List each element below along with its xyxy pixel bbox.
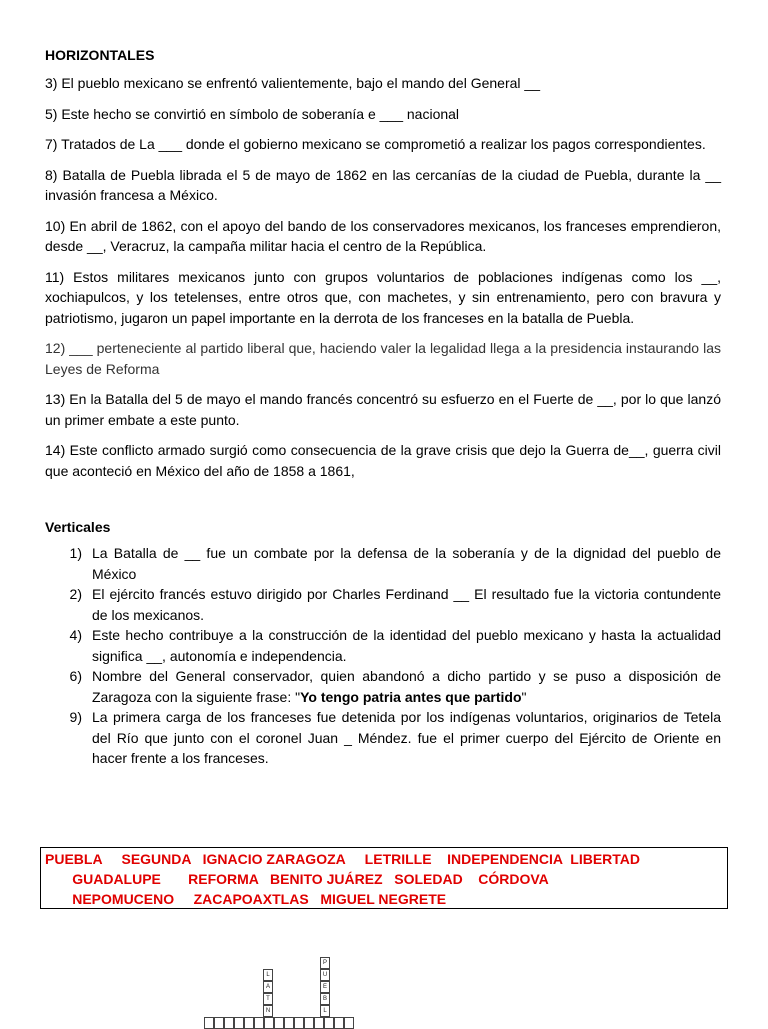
crossword-cell[interactable] bbox=[264, 1017, 274, 1029]
crossword-cell[interactable]: U bbox=[320, 969, 330, 981]
worksheet bbox=[45, 46, 721, 769]
clue-text-before: Nombre del General conservador, quien abandonó a dicho partido y se puso a disposición de Zaragoza con la siguiente frase: " bbox=[92, 668, 721, 705]
clue-v4 bbox=[45, 625, 721, 666]
crossword-cell[interactable] bbox=[274, 1017, 284, 1029]
clue-text: La Batalla de __ fue un combate por la defensa de la soberanía y de la dignidad del pueblo de México bbox=[92, 545, 721, 582]
verticales-heading: Verticales bbox=[45, 519, 111, 535]
clue-h14: 14) Este conflicto armado surgió como consecuencia de la grave crisis que dejo la Guerra de__, guerra civil que aconteció en México del año de 1858 a 1861, bbox=[45, 442, 721, 479]
crossword-cell[interactable] bbox=[294, 1017, 304, 1029]
clue-h11: 11) Estos militares mexicanos junto con grupos voluntarios de poblaciones indígenas como los __, xochiapulcos, y los tetelenses, entre otros que, con machetes, y sin entrenamiento, pero con bravura y patriotismo, jugaron un papel importante en la derrota de los franceses en la batalla de Puebla. bbox=[45, 268, 721, 326]
crossword-cell[interactable] bbox=[304, 1017, 314, 1029]
crossword-cell[interactable]: L bbox=[263, 969, 273, 981]
clue-h10: 10) En abril de 1862, con el apoyo del bando de los conservadores mexicanos, los franceses emprendieron, desde __, Veracruz, la campaña militar hacia el centro de la República. bbox=[45, 217, 721, 254]
crossword-cell[interactable] bbox=[314, 1017, 324, 1029]
clue-v2 bbox=[45, 584, 721, 625]
clue-text: La primera carga de los franceses fue detenida por los indígenas voluntarios, originarios de Tetela del Río que junto con el coronel Juan _ Méndez. fue el primer cuerpo del Ejército de Oriente en hacer frente a los franceses. bbox=[92, 709, 721, 766]
crossword-cell[interactable] bbox=[344, 1017, 354, 1029]
crossword-cell[interactable]: T bbox=[263, 993, 273, 1005]
crossword-cell[interactable]: B bbox=[320, 993, 330, 1005]
crossword-cell[interactable] bbox=[324, 1017, 334, 1029]
crossword-cell[interactable] bbox=[224, 1017, 234, 1029]
clue-h7: 7) Tratados de La ___ donde el gobierno mexicano se comprometió a realizar los pagos correspondientes. bbox=[45, 136, 706, 152]
clue-v1 bbox=[45, 543, 721, 584]
crossword-cell[interactable]: P bbox=[320, 957, 330, 969]
crossword-cell[interactable] bbox=[334, 1017, 344, 1029]
clue-text bbox=[92, 666, 721, 707]
crossword-cell[interactable] bbox=[244, 1017, 254, 1029]
crossword-cell[interactable] bbox=[284, 1017, 294, 1029]
clue-number: 4) bbox=[69, 627, 82, 643]
crossword-cell[interactable] bbox=[254, 1017, 264, 1029]
verticales-list bbox=[45, 543, 721, 769]
horizontales-heading: HORIZONTALES bbox=[45, 47, 155, 63]
clue-v9 bbox=[45, 707, 721, 769]
crossword-cell[interactable]: L bbox=[320, 1005, 330, 1017]
answer-row: NEPOMUCENO ZACAPOAXTLAS MIGUEL NEGRETE bbox=[45, 891, 447, 907]
crossword-cell[interactable] bbox=[234, 1017, 244, 1029]
clue-h8: 8) Batalla de Puebla librada el 5 de mayo de 1862 en las cercanías de la ciudad de Puebla, durante la __ invasión francesa a México. bbox=[45, 166, 721, 203]
clue-h5: 5) Este hecho se convirtió en símbolo de soberanía e ___ nacional bbox=[45, 105, 460, 122]
crossword-cell[interactable]: A bbox=[263, 981, 273, 993]
crossword-cell[interactable]: N bbox=[263, 1005, 273, 1017]
crossword-cell[interactable]: E bbox=[320, 981, 330, 993]
crossword-cell[interactable] bbox=[204, 1017, 214, 1029]
clue-h12: 12) ___ perteneciente al partido liberal que, haciendo valer la legalidad llega a la presidencia instaurando las Leyes de Reforma bbox=[45, 340, 721, 377]
clue-number: 1) bbox=[69, 545, 82, 561]
clue-text-after: " bbox=[521, 688, 527, 705]
answer-bank bbox=[40, 847, 728, 909]
clue-quote: Yo tengo patria antes que partido bbox=[300, 688, 522, 705]
answer-row: PUEBLA SEGUNDA IGNACIO ZARAGOZA LETRILLE INDEPENDENCIA LIBERTAD bbox=[45, 851, 641, 867]
clue-h13: 13) En la Batalla del 5 de mayo el mando francés concentró su esfuerzo en el Fuerte de __, por lo que lanzó un primer embate a este punto. bbox=[45, 391, 721, 428]
clue-number: 9) bbox=[69, 709, 82, 725]
clue-text: Este hecho contribuye a la construcción de la identidad del pueblo mexicano y hasta la actualidad significa __, autonomía e independencia. bbox=[92, 627, 721, 664]
clue-number: 6) bbox=[69, 668, 82, 684]
clue-v6 bbox=[45, 666, 721, 707]
clue-number: 2) bbox=[69, 586, 82, 602]
crossword-cell[interactable] bbox=[214, 1017, 224, 1029]
clue-h3: 3) El pueblo mexicano se enfrentó valientemente, bajo el mando del General __ bbox=[45, 75, 540, 91]
clue-text: El ejército francés estuvo dirigido por Charles Ferdinand __ El resultado fue la victoria contundente de los mexicanos. bbox=[92, 586, 721, 623]
answer-row: GUADALUPE REFORMA BENITO JUÁREZ SOLEDAD CÓRDOVA bbox=[45, 871, 549, 887]
